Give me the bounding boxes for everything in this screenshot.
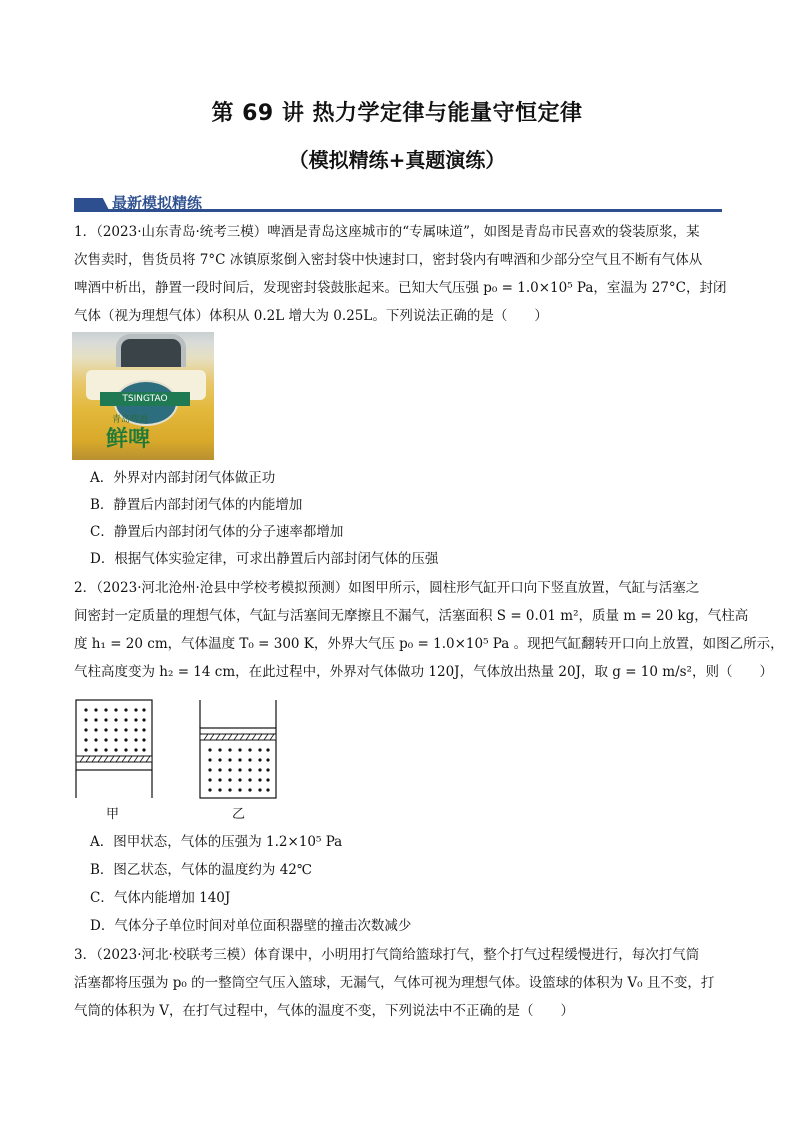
question-1-stem	[74, 218, 727, 330]
figure-jia-cylinder	[72, 698, 156, 800]
q3-line: 3．（2023·河北·校联考三模）体育课中，小明用打气筒给篮球打气，整个打气过程缓慢进行，每次打气筒	[74, 947, 700, 963]
q1-option-c: C．静置后内部封闭气体的分子速率都增加	[90, 524, 344, 540]
q2-option-b: B．图乙状态，气体的温度约为 42℃	[90, 862, 312, 878]
question-3-stem	[74, 941, 724, 1025]
section-label: 最新模拟精练	[112, 194, 203, 212]
q3-line: 气筒的体积为 V，在打气过程中，气体的温度不变，下列说法中不正确的是（ ）	[74, 1003, 575, 1019]
brand-cn-big: 鲜啤	[106, 427, 151, 452]
question-2-stem	[74, 574, 784, 686]
beer-bag-photo	[72, 332, 214, 460]
q2-line: 度 h₁ = 20 cm，气体温度 T₀ = 300 K，外界大气压 p₀ = 1.0×10⁵ Pa 。现把气缸翻转开口向上放置，如图乙所示，	[74, 636, 784, 652]
bag-handle	[116, 334, 186, 367]
q1-option-a: A．外界对内部封闭气体做正功	[90, 470, 276, 486]
brand-text: TSINGTAO	[100, 392, 190, 406]
q1-line: 1．（2023·山东青岛·统考三模）啤酒是青岛这座城市的“专属味道”，如图是青岛市民喜欢的袋装原浆，某	[74, 224, 700, 240]
q1-line: 气体（视为理想气体）体积从 0.2L 增大为 0.25L。下列说法正确的是（ ）	[74, 308, 548, 324]
q1-line: 次售卖时，售货员将 7°C 冰镇原浆倒入密封袋中快速封口，密封袋内有啤酒和少部分空气且不断有气体从	[74, 252, 703, 268]
brand-cn-small: 青岛啤酒	[112, 415, 149, 425]
q2-line: 2．（2023·河北沧州·沧县中学校考模拟预测）如图甲所示，圆柱形气缸开口向下竖直放置，气缸与活塞之	[74, 580, 700, 596]
q2-option-c: C．气体内能增加 140J	[90, 890, 231, 906]
q2-option-d: D．气体分子单位时间对单位面积器壁的撞击次数减少	[90, 918, 412, 934]
figure-yi-caption: 乙	[232, 807, 246, 822]
q2-option-a: A．图甲状态，气体的压强为 1.2×10⁵ Pa	[90, 834, 343, 850]
q1-option-d: D．根据气体实验定律，可求出静置后内部封闭气体的压强	[90, 551, 439, 567]
q2-line: 气柱高度变为 h₂ = 14 cm，在此过程中，外界对气体做功 120J，气体放出热量 20J，取 g = 10 m/s²，则（ ）	[74, 664, 773, 680]
q3-line: 活塞都将压强为 p₀ 的一整筒空气压入篮球，无漏气，气体可视为理想气体。设篮球的体积为 V₀ 且不变，打	[74, 975, 715, 991]
page-subtitle: （模拟精练+真题演练）	[288, 148, 506, 172]
q1-option-b: B．静置后内部封闭气体的内能增加	[90, 497, 303, 513]
q1-line: 啤酒中析出，静置一段时间后，发现密封袋鼓胀起来。已知大气压强 p₀ = 1.0×10⁵ Pa，室温为 27°C，封闭	[74, 280, 727, 296]
page-title: 第 69 讲 热力学定律与能量守恒定律	[211, 101, 583, 126]
figure-jia-caption: 甲	[106, 807, 120, 822]
section-marker-icon	[74, 198, 110, 212]
section-header	[74, 192, 722, 214]
q2-line: 间密封一定质量的理想气体，气缸与活塞间无摩擦且不漏气，活塞面积 S = 0.01 m²，质量 m = 20 kg，气柱高	[74, 608, 749, 624]
figure-yi-cylinder	[196, 698, 280, 800]
